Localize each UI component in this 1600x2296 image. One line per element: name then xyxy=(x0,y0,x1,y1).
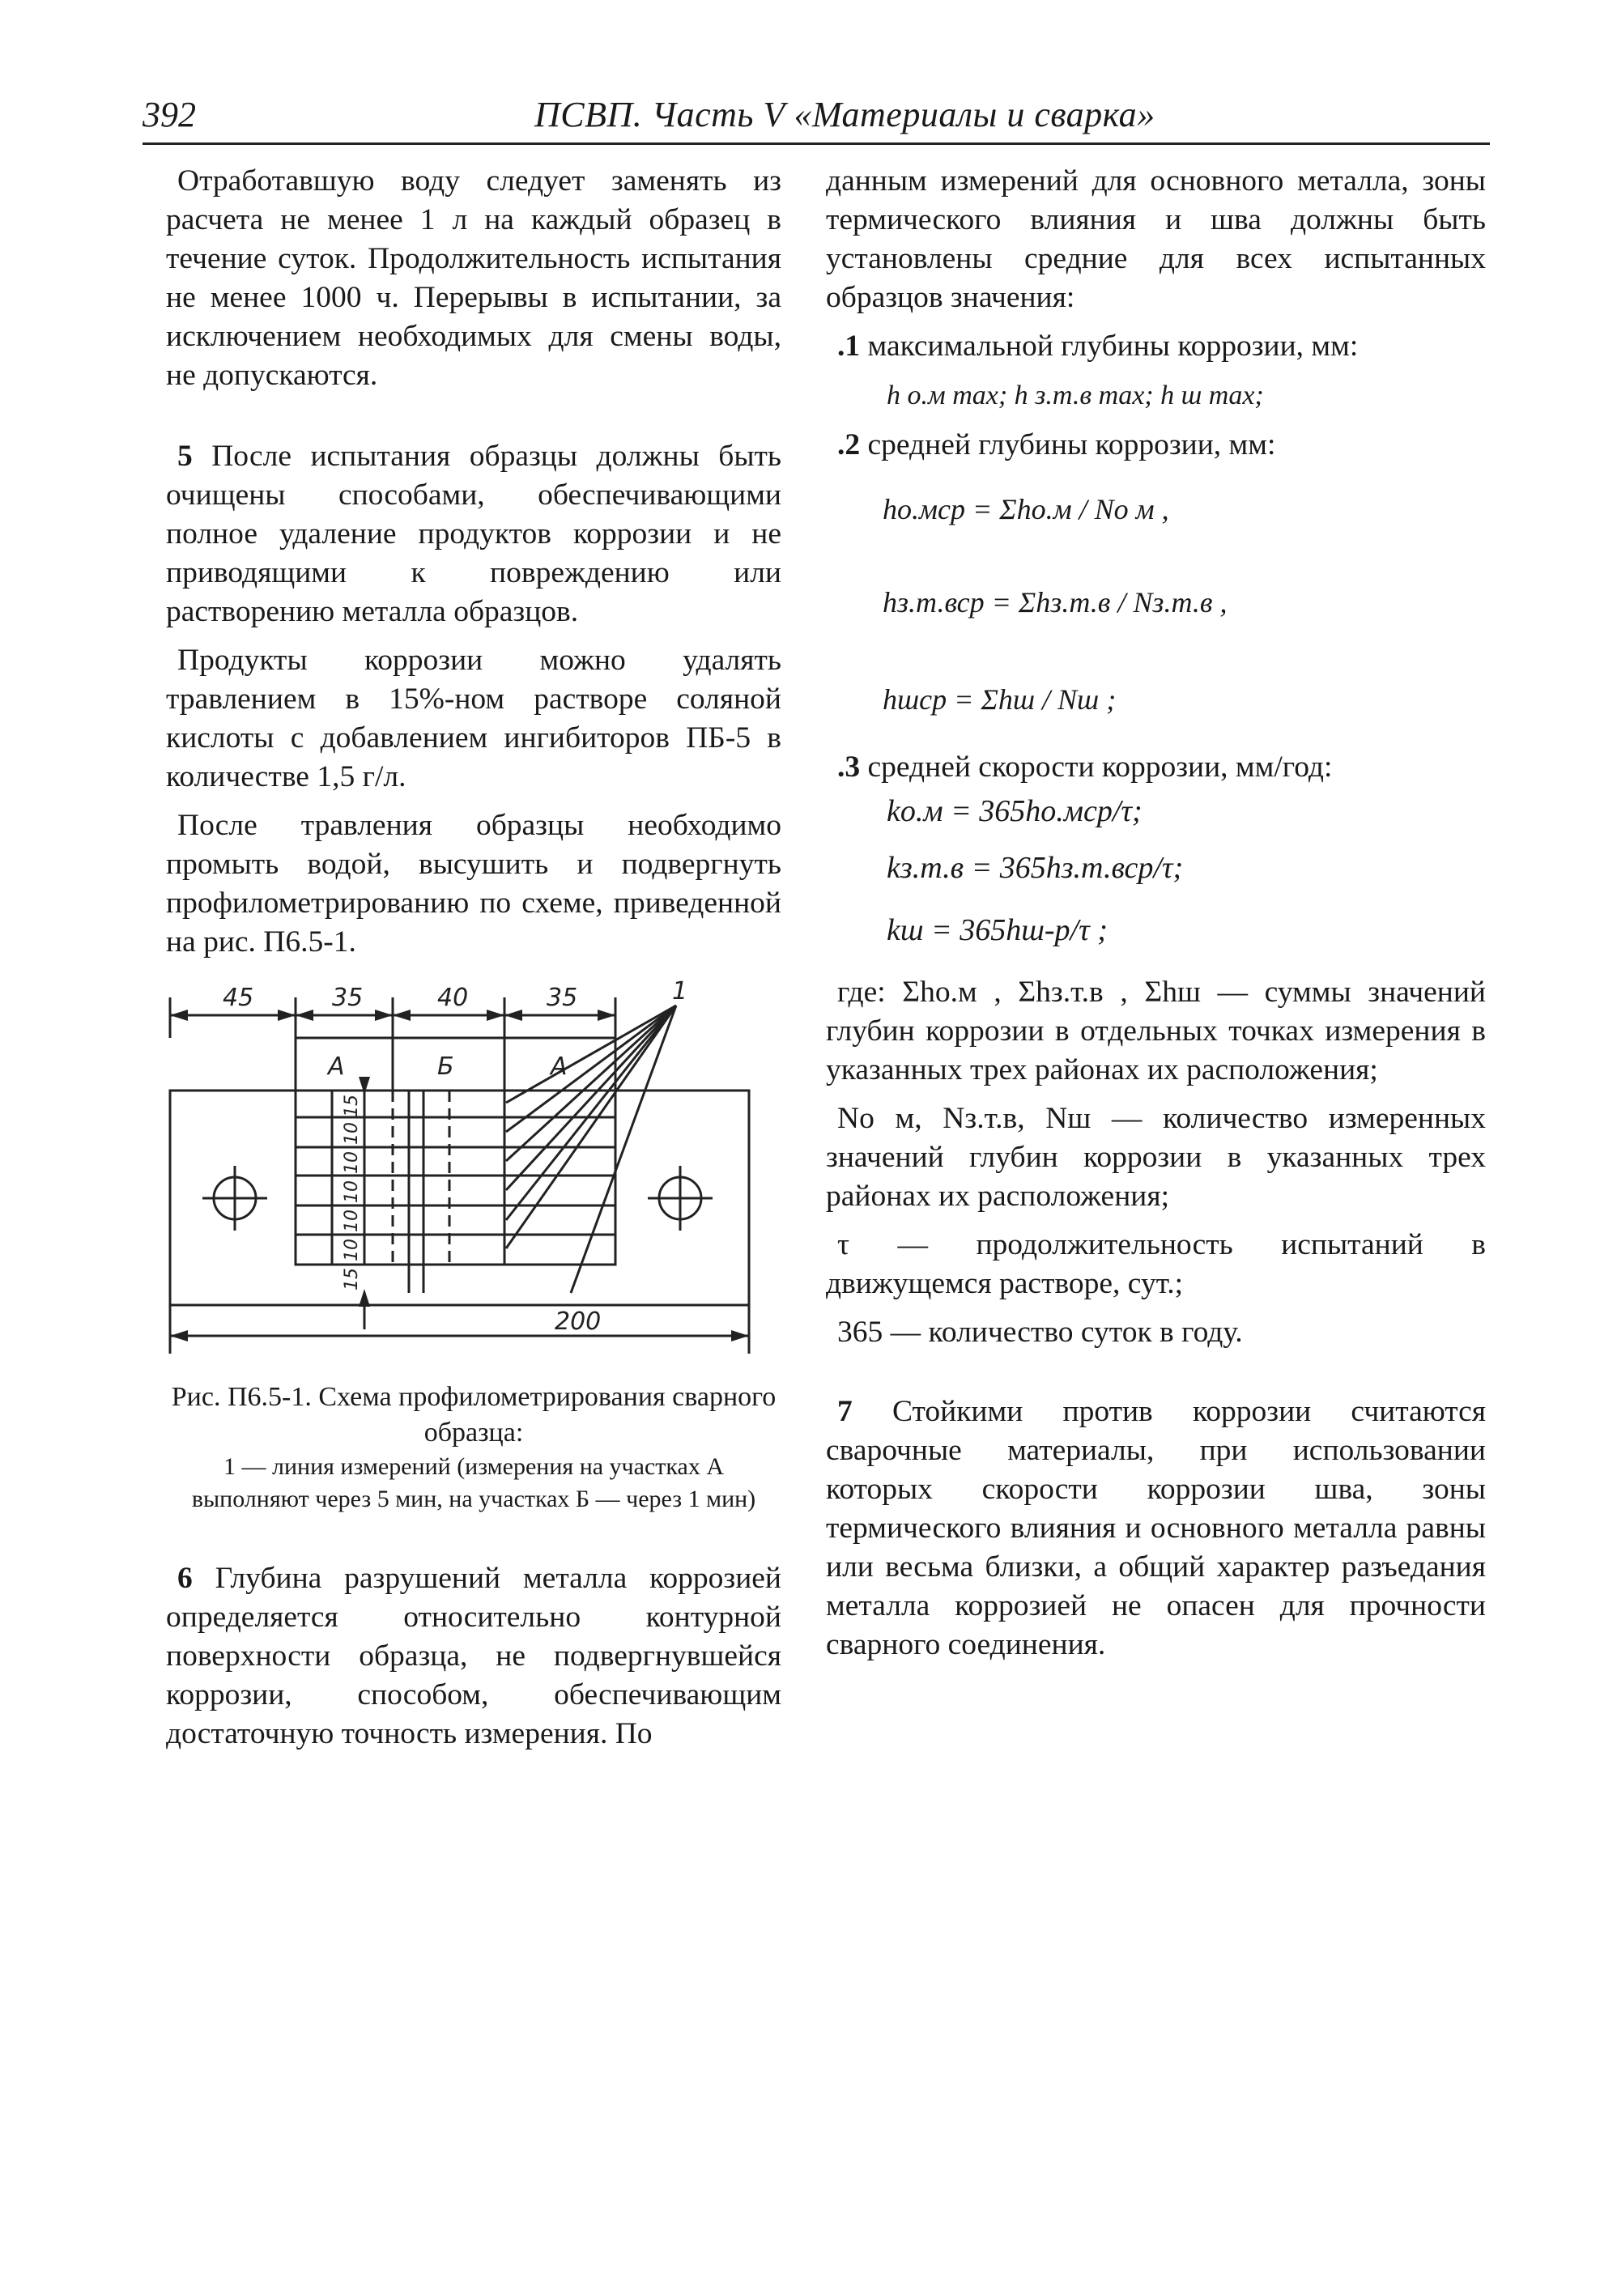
paragraph-5 xyxy=(166,437,781,631)
formula-max-depth-text: h о.м max; h з.т.в max; h ш max; xyxy=(887,381,1264,410)
dim-200-label: 200 xyxy=(555,1307,602,1336)
clause-7-text: Стойкими против коррозии считаются сварочные материалы, при использовании которых скорости коррозии шва, зоны термического влияния и основного металла равны или весьма близки, а общий характер разъедания металла коррозией не опасен для прочности сварного соединения. xyxy=(826,1395,1486,1661)
paragraph-corrosion-products: Продукты коррозии можно удалять травлением в 15%-ном растворе соляной кислоты с добавлением ингибиторов ПБ-5 в количестве 1,5 г/л. xyxy=(166,644,781,793)
paragraph-etching: После травления образцы необходимо промыть водой, высушить и подвергнуть профилометрированию по схеме, приведенной на рис. П6.5-1. xyxy=(166,809,781,959)
where-sums: где: Σhо.м , Σhз.т.в , Σhш — суммы значений глубин коррозии в отдельных точках измерения в указанных трех районах их расположения; xyxy=(826,976,1486,1086)
item-2-number: .2 xyxy=(837,428,861,461)
paragraph-6 xyxy=(166,1559,781,1754)
page-header xyxy=(143,91,1490,145)
where-365: 365 — количество суток в году. xyxy=(837,1316,1243,1349)
item-3 xyxy=(826,748,1486,787)
zone-a1-label: А xyxy=(328,1052,345,1081)
callout-1-label: 1 xyxy=(672,977,688,1006)
page-number: 392 xyxy=(143,95,196,134)
spacing-10-b: 10 xyxy=(342,1151,362,1174)
clause-number-7: 7 xyxy=(837,1395,853,1428)
specimen-diagram xyxy=(166,973,781,1362)
paragraph-7 xyxy=(826,1392,1486,1665)
item-1-text: максимальной глубины коррозии, мм: xyxy=(860,330,1359,363)
zone-a2-label: А xyxy=(551,1052,568,1081)
clause-number-6: 6 xyxy=(177,1562,193,1595)
clause-6-text: Глубина разрушений металла коррозией определяется относительно контурной поверхности образца, не подвергнувшейся коррозии, способом, обеспечивающим достаточную точность измерения. По xyxy=(166,1562,781,1750)
formula-rate-weld: kш = 365hш-р/τ ; xyxy=(887,913,1108,947)
spacing-10-c: 10 xyxy=(342,1180,362,1203)
dim-40-label: 40 xyxy=(437,984,469,1012)
where-counts: Nо м, Nз.т.в, Nш — количество измеренных значений глубин коррозии в указанных трех районах их расположения; xyxy=(826,1102,1486,1213)
zone-b-label: Б xyxy=(437,1052,454,1081)
formula-avg-depth-weld: hшср = Σhш / Nш ; xyxy=(883,683,1117,716)
formula-rate-haz: kз.т.в = 365hз.т.вср/τ; xyxy=(887,851,1184,885)
dim-35b-label: 35 xyxy=(547,984,578,1012)
item-1 xyxy=(826,327,1486,366)
dim-35a-label: 35 xyxy=(332,984,364,1012)
item-1-number: .1 xyxy=(837,330,861,363)
paragraph-averages-intro: данным измерений для основного металла, зоны термического влияния и шва должны быть установлены средние для всех испытанных образцов значения: xyxy=(826,164,1486,314)
figure-profilometry-scheme xyxy=(166,973,781,1516)
figure-caption-note: 1 — линия измерений (измерения на участках А выполняют через 5 мин, на участках Б — через 1 мин) xyxy=(191,1453,756,1512)
clause-5-text: После испытания образцы должны быть очищены способами, обеспечивающими полное удаление продуктов коррозии и не приводящими к повреждению или растворению металла образцов. xyxy=(166,440,781,628)
item-2-text: средней глубины коррозии, мм: xyxy=(860,428,1276,461)
spacing-15-bottom: 15 xyxy=(342,1268,362,1290)
figure-caption: Рис. П6.5-1. Схема профилометрирования сварного образца: xyxy=(171,1382,777,1448)
running-head: ПСВП. Часть V «Материалы и сварка» xyxy=(534,95,1155,134)
clause-number-5: 5 xyxy=(177,440,193,473)
item-3-number: .3 xyxy=(837,750,861,784)
left-column xyxy=(166,162,781,1754)
spacing-10-e: 10 xyxy=(342,1239,362,1261)
formula-avg-depth-haz: hз.т.вср = Σhз.т.в / Nз.т.в , xyxy=(883,586,1228,619)
spacing-10-d: 10 xyxy=(342,1210,362,1232)
formula-max-depth xyxy=(887,366,1486,426)
formula-rate-base: kо.м = 365hо.мср/τ; xyxy=(887,794,1143,828)
dim-45-label: 45 xyxy=(223,984,254,1012)
spacing-10-a: 10 xyxy=(342,1122,362,1145)
formula-avg-depth-base: hо.мср = Σhо.м / Nо м , xyxy=(883,493,1169,525)
paragraph-water-replacement: Отработавшую воду следует заменять из расчета не менее 1 л на каждый образец в течение суток. Продолжительность испытания не менее 1000 ч. Перерывы в испытании, за исключением необходимых для смены воды, не допускаются. xyxy=(166,164,781,392)
item-3-text: средней скорости коррозии, мм/год: xyxy=(860,750,1333,784)
where-tau: τ — продолжительность испытаний в движущемся растворе, сут.; xyxy=(826,1228,1486,1300)
item-2 xyxy=(826,426,1486,465)
spacing-15-top: 15 xyxy=(342,1095,362,1117)
right-column xyxy=(826,162,1486,1665)
